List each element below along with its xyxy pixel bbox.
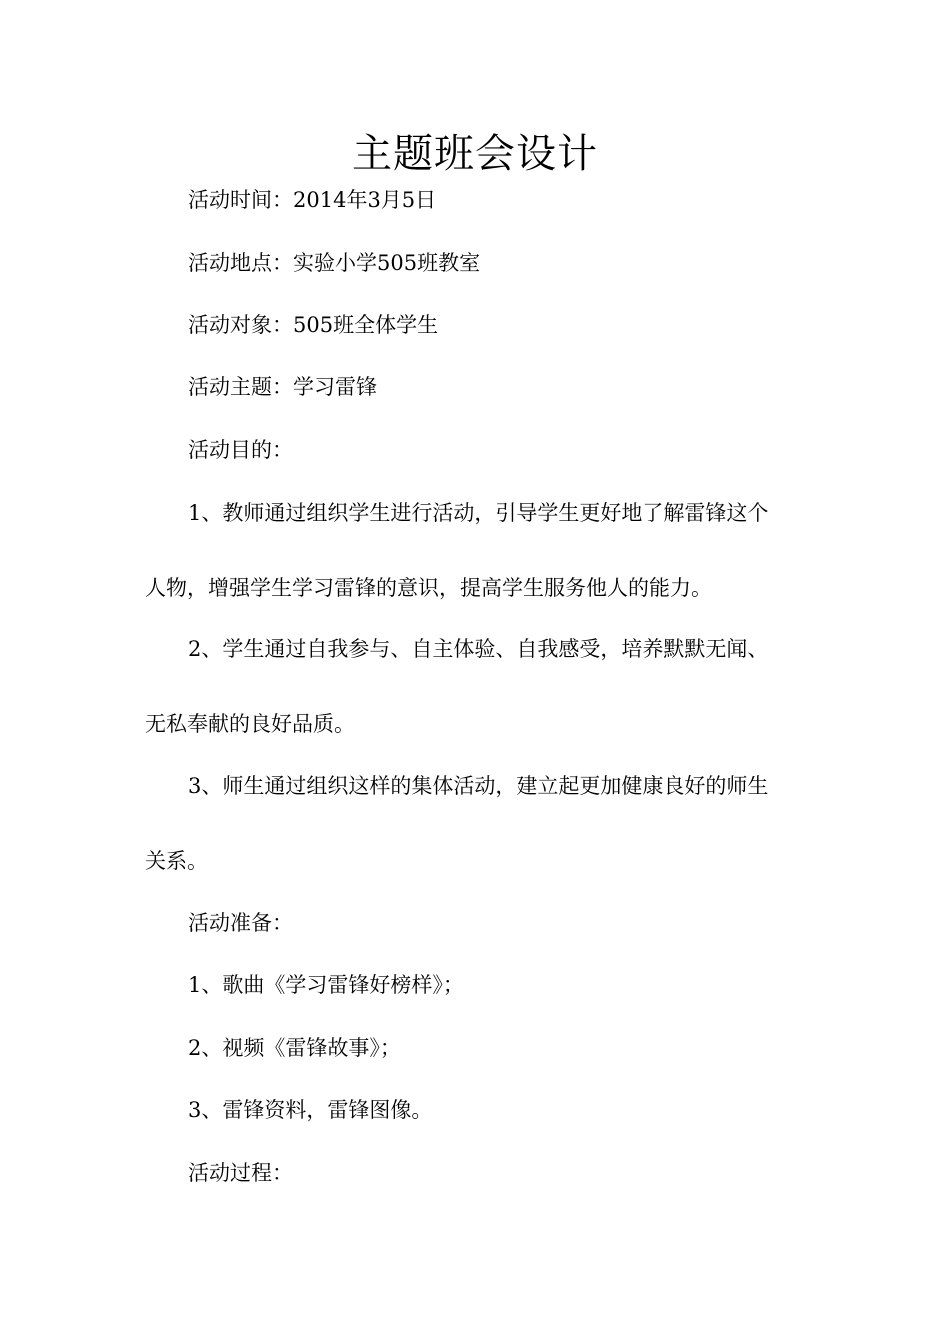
purpose-item-1-line-1: 1、教师通过组织学生进行活动，引导学生更好地了解雷锋这个	[188, 501, 769, 525]
activity-location-line: 活动地点：实验小学505班教室	[188, 251, 481, 275]
activity-purpose-heading: 活动目的：	[188, 438, 293, 462]
activity-theme-line: 活动主题：学习雷锋	[188, 375, 377, 399]
purpose-item-2-line-2: 无私奉献的良好品质。	[145, 712, 355, 736]
document-title: 主题班会设计	[352, 131, 598, 177]
activity-preparation-heading: 活动准备：	[188, 911, 293, 935]
purpose-item-2-line-1: 2、学生通过自我参与、自主体验、自我感受，培养默默无闻、	[188, 637, 769, 661]
activity-process-heading: 活动过程：	[188, 1161, 293, 1185]
purpose-item-3-line-2: 关系。	[145, 849, 208, 873]
purpose-item-1-line-2: 人物，增强学生学习雷锋的意识，提高学生服务他人的能力。	[145, 576, 712, 600]
activity-time-line: 活动时间：2014年3月5日	[188, 188, 437, 212]
preparation-item-1: 1、歌曲《学习雷锋好榜样》；	[188, 973, 464, 997]
preparation-item-2: 2、视频《雷锋故事》；	[188, 1036, 401, 1060]
purpose-item-3-line-1: 3、师生通过组织这样的集体活动，建立起更加健康良好的师生	[188, 774, 769, 798]
preparation-item-3: 3、雷锋资料，雷锋图像。	[188, 1098, 433, 1122]
activity-target-line: 活动对象：505班全体学生	[188, 313, 439, 337]
